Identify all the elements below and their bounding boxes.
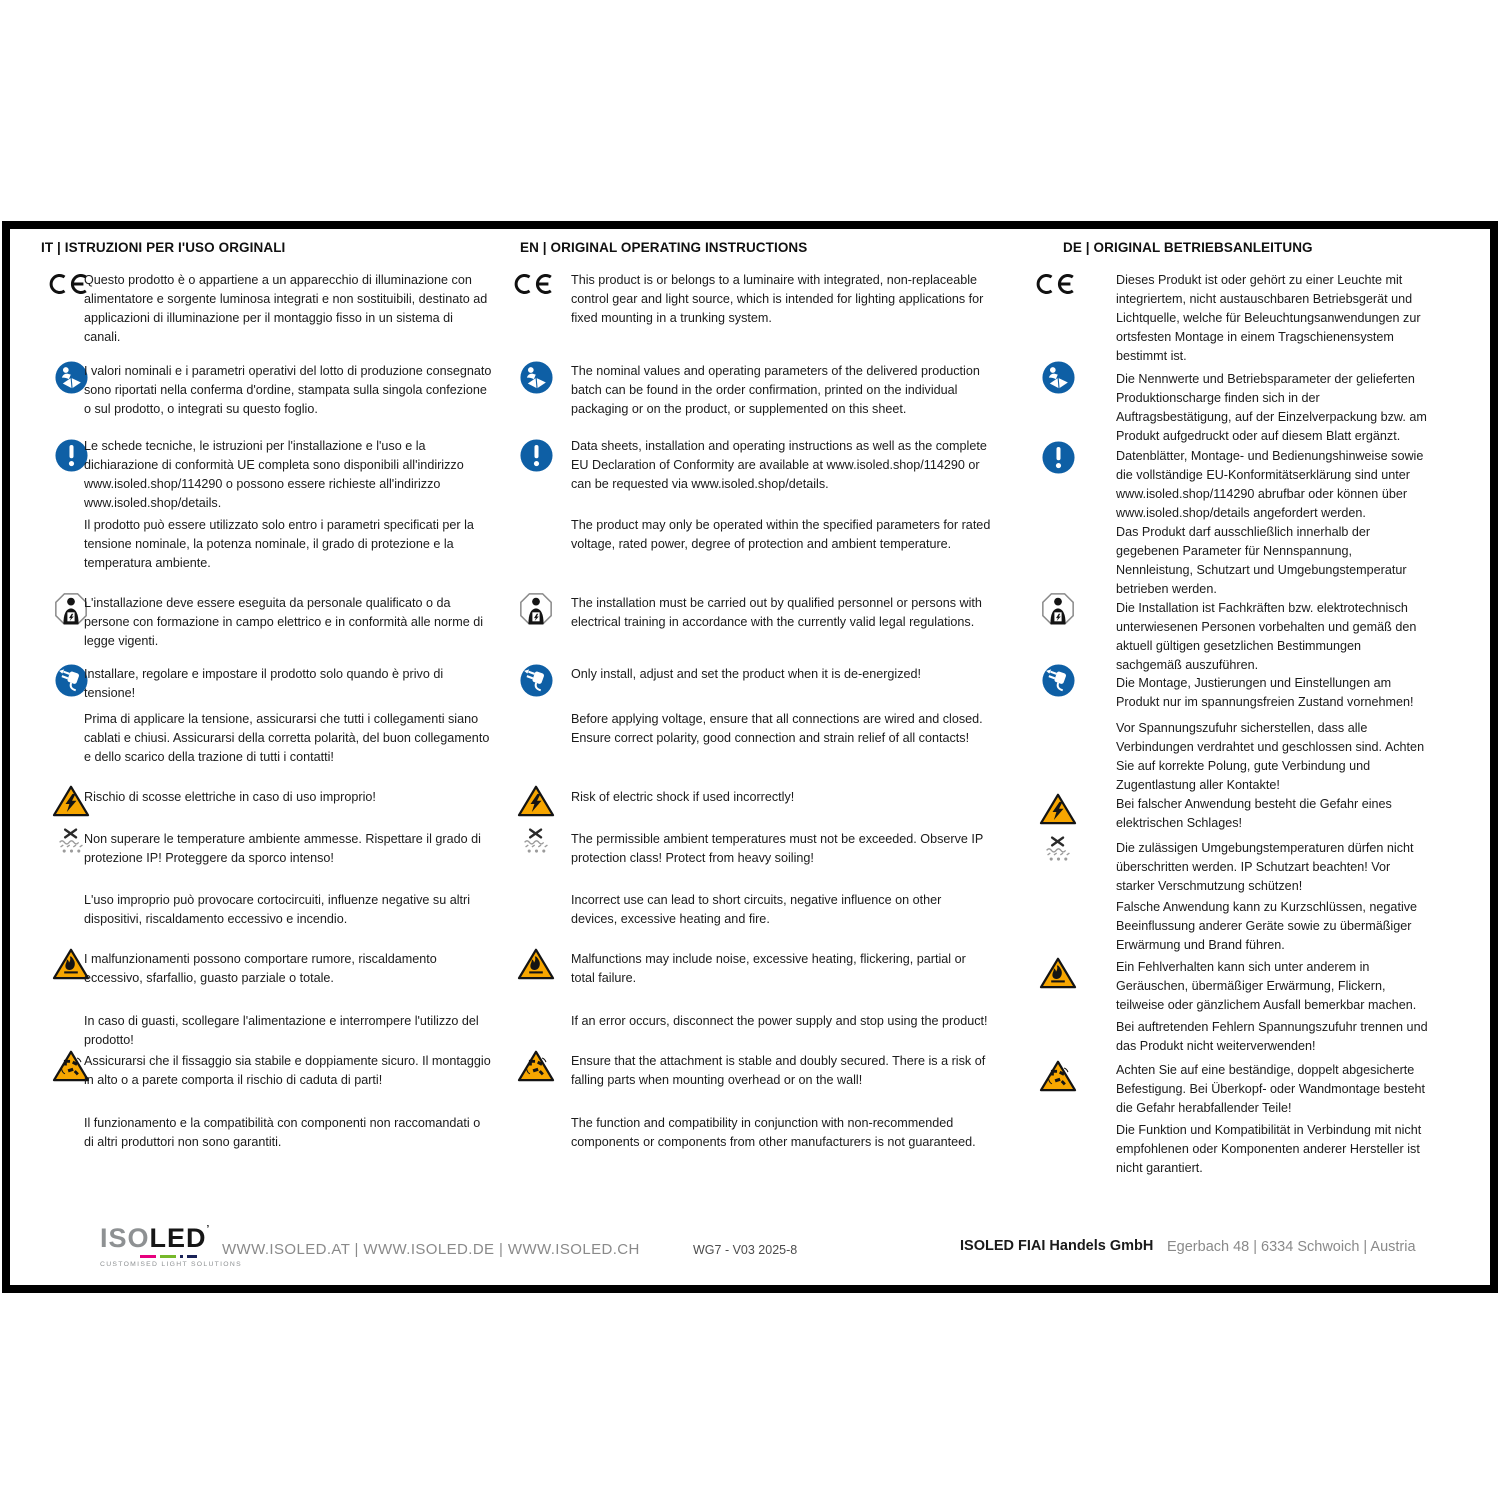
instruction-paragraph: Only install, adjust and set the product when it is de-energized!	[571, 667, 922, 681]
instruction-paragraph: The permissible ambient temperatures must not be exceeded. Observe IP protection class! Protect from heavy soiling!	[571, 832, 984, 865]
instruction-paragraph: Bei auftretenden Fehlern Spannungszufuhr trennen und das Produkt nicht weiterverwenden!	[1116, 1020, 1428, 1053]
instruction-paragraph: Die Installation ist Fachkräften bzw. elektrotechnisch unterwiesenen Personen vorbehalten und gemäß den aktuell gültigen gesetzlichen Bestimmungen sachgemäß auszuführen.	[1116, 601, 1417, 672]
instruction-paragraph: Incorrect use can lead to short circuits, negative influence on other devices, excessive heating and fire.	[571, 893, 942, 926]
instruction-paragraph: Ein Fehlverhalten kann sich unter anderem in Geräuschen, übermäßiger Erwärmung, Flickern, teilweise oder gänzlichem Ausfall bemerkbar machen.	[1116, 960, 1417, 1012]
disconnect-power-icon	[514, 664, 558, 697]
column-title-de: DE | ORIGINAL BETRIEBSANLEITUNG	[1063, 240, 1313, 255]
instruction-paragraph: Achten Sie auf eine beständige, doppelt abgesicherte Befestigung. Bei Überkopf- oder Wandmontage besteht die Gefahr herabfallender Teile!	[1116, 1063, 1425, 1115]
instruction-paragraph: Installare, regolare e impostare il prodotto solo quando è privo di tensione!	[84, 667, 444, 700]
instruction-paragraph: Die Nennwerte und Betriebsparameter der gelieferten Produktionscharge finden sich in der Auftragsbestätigung, auf der Einzelverpackung bzw. am Produkt aufgedruckt oder auf diesem Blatt ergänzt.	[1116, 372, 1427, 443]
column-title-it: IT | ISTRUZIONI PER I'USO ORGINALI	[41, 240, 286, 255]
footer-company-name: ISOLED FIAI Handels GmbH	[960, 1238, 1154, 1254]
logo-trademark: ’	[206, 1224, 211, 1235]
instruction-paragraph: Datenblätter, Montage- und Bedienungshinweise sowie die vollständige EU-Konformitätserklärung sind unter www.isoled.shop/114290 abrufbar oder können über www.isoled.shop/details angefordert werden.	[1116, 449, 1424, 520]
falling-parts-warning-icon	[514, 1049, 558, 1083]
logo-tagline: CUSTOMISED LIGHT SOLUTIONS	[100, 1261, 242, 1268]
temperature-limit-icon	[1036, 835, 1080, 863]
fire-warning-icon	[514, 947, 558, 981]
instruction-paragraph: Risk of electric shock if used incorrectly!	[571, 790, 795, 804]
electric-shock-warning-icon	[1036, 792, 1080, 826]
logo-wordmark: ISOLED’	[100, 1223, 211, 1253]
footer-version-code: WG7 - V03 2025-8	[693, 1243, 798, 1257]
isoled-logo	[100, 1225, 242, 1268]
instruction-paragraph: Assicurarsi che il fissaggio sia stabile e doppiamente sicuro. Il montaggio in alto o a parete comporta il rischio di caduta di parti!	[84, 1054, 491, 1087]
instruction-paragraph: Ensure that the attachment is stable and doubly secured. There is a risk of falling parts when mounting overhead or on the wall!	[571, 1054, 986, 1087]
footer-websites: WWW.ISOLED.AT | WWW.ISOLED.DE | WWW.ISOLED.CH	[222, 1241, 640, 1258]
instruction-paragraph: Malfunctions may include noise, excessive heating, flickering, partial or total failure.	[571, 952, 966, 985]
instruction-paragraph: The installation must be carried out by qualified personnel or persons with electrical training in accordance with the currently valid legal regulations.	[571, 596, 982, 629]
instruction-paragraph: Before applying voltage, ensure that all connections are wired and closed. Ensure correct polarity, good connection and strain relief of all contacts!	[571, 712, 983, 745]
instruction-paragraph: I valori nominali e i parametri operativi del lotto di produzione consegnato sono riportati nella conferma d'ordine, stampata sulla singola confezione o sul prodotto, o integrati su questo foglio.	[84, 364, 492, 416]
instruction-paragraph: Rischio di scosse elettriche in caso di uso improprio!	[84, 790, 376, 804]
instruction-paragraph: Die Montage, Justierungen und Einstellungen am Produkt nur im spannungsfreien Zustand vornehmen!	[1116, 676, 1414, 709]
instruction-paragraph: Die Funktion und Kompatibilität in Verbindung mit nicht empfohlenen oder Komponenten anderer Hersteller ist nicht garantiert.	[1116, 1123, 1422, 1175]
instruction-paragraph: The function and compatibility in conjunction with non-recommended components or components from other manufacturers is not guaranteed.	[571, 1116, 976, 1149]
instruction-paragraph: Data sheets, installation and operating instructions as well as the complete EU Declaration of Conformity are available at www.isoled.shop/114290 or can be requested via www.isoled.shop/details.	[571, 439, 987, 491]
disconnect-power-icon	[1036, 664, 1080, 697]
instruction-paragraph: The product may only be operated within the specified parameters for rated voltage, rated power, degree of protection and ambient temperature.	[571, 518, 991, 551]
instruction-paragraph: In caso di guasti, scollegare l'alimentazione e interrompere l'utilizzo del prodotto!	[84, 1014, 479, 1047]
instruction-paragraph: If an error occurs, disconnect the power supply and stop using the product!	[571, 1014, 988, 1028]
instruction-paragraph: Die zulässigen Umgebungstemperaturen dürfen nicht überschritten werden. IP Schutzart beachten! Vor starker Verschmutzung schützen!	[1116, 841, 1414, 893]
column-title-en: EN | ORIGINAL OPERATING INSTRUCTIONS	[520, 240, 808, 255]
qualified-electrician-icon	[514, 591, 558, 627]
instruction-paragraph: L'uso improprio può provocare cortocircuiti, influenze negative su altri dispositivi, riscaldamento eccessivo e incendio.	[84, 893, 471, 926]
instruction-paragraph: I malfunzionamenti possono comportare rumore, riscaldamento eccessivo, sfarfallio, guasto parziale o totale.	[84, 952, 437, 985]
mandatory-attention-icon	[1036, 441, 1080, 474]
instruction-paragraph: Dieses Produkt ist oder gehört zu einer Leuchte mit integriertem, nicht austauschbaren Betriebsgerät und Lichtquelle, welche für Beleuchtungsanwendungen zur ortsfesten Montage in einem Tragschienensystem bestimmt ist.	[1116, 273, 1421, 363]
instruction-paragraph: This product is or belongs to a luminaire with integrated, non-replaceable control gear and light source, which is intended for lighting applications for fixed mounting in a trunking system.	[571, 273, 984, 325]
instruction-paragraph: Prima di applicare la tensione, assicurarsi che tutti i collegamenti siano cablati e chiusi. Assicurarsi della corretta polarità, del buon collegamento e dello scarico della trazione di tutti i contatti!	[84, 712, 490, 764]
instruction-paragraph: Falsche Anwendung kann zu Kurzschlüssen, negative Beeinflussung anderer Geräte sowie zu übermäßiger Erwärmung und Brand führen.	[1116, 900, 1418, 952]
instruction-sheet	[2, 221, 1498, 1293]
read-manual-icon	[514, 361, 558, 394]
instruction-paragraph: Non superare le temperature ambiente ammesse. Rispettare il grado di protezione IP! Proteggere da sporco intenso!	[84, 832, 481, 865]
instruction-paragraph: The nominal values and operating parameters of the delivered production batch can be found in the order confirmation, printed on the individual packaging or on the product, or supplemented on this sheet.	[571, 364, 980, 416]
instruction-paragraph: Questo prodotto è o appartiene a un apparecchio di illuminazione con alimentatore e sorgente luminosa integrati e non sostituibili, destinato ad applicazioni di illuminazione per il montaggio fisso in un sistema di canali.	[84, 273, 488, 344]
ce-mark-icon	[1036, 273, 1080, 295]
temperature-limit-icon	[514, 827, 558, 855]
instruction-paragraph: Le schede tecniche, le istruzioni per l'installazione e l'uso e la dichiarazione di conformità UE completa sono disponibili all'indirizzo www.isoled.shop/114290 o possono essere richieste all'indirizzo www.isoled.shop/details.	[84, 439, 464, 510]
instruction-paragraph: Das Produkt darf ausschließlich innerhalb der gegebenen Parameter für Nennspannung, Nennleistung, Schutzart und Umgebungstemperatur betrieben werden.	[1116, 525, 1407, 596]
falling-parts-warning-icon	[1036, 1059, 1080, 1093]
fire-warning-icon	[1036, 956, 1080, 990]
read-manual-icon	[1036, 361, 1080, 394]
instruction-paragraph: L'installazione deve essere eseguita da personale qualificato o da persone con formazione in campo elettrico e in conformità alle norme di legge vigenti.	[84, 596, 484, 648]
instruction-paragraph: Il funzionamento e la compatibilità con componenti non raccomandati o di altri produttori non sono garantiti.	[84, 1116, 481, 1149]
footer-company-address: Egerbach 48 | 6334 Schwoich | Austria	[1167, 1239, 1416, 1255]
mandatory-attention-icon	[514, 439, 558, 472]
ce-mark-icon	[514, 273, 558, 295]
instruction-paragraph: Il prodotto può essere utilizzato solo entro i parametri specificati per la tensione nominale, la potenza nominale, il grado di protezione e la temperatura ambiente.	[84, 518, 474, 570]
qualified-electrician-icon	[1036, 591, 1080, 627]
instruction-paragraph: Bei falscher Anwendung besteht die Gefahr eines elektrischen Schlages!	[1116, 797, 1392, 830]
electric-shock-warning-icon	[514, 784, 558, 818]
instruction-paragraph: Vor Spannungszufuhr sicherstellen, dass alle Verbindungen verdrahtet und geschlossen sind. Achten Sie auf korrekte Polung, gute Verbindung und Zugentlastung aller Kontakte!	[1116, 721, 1425, 792]
